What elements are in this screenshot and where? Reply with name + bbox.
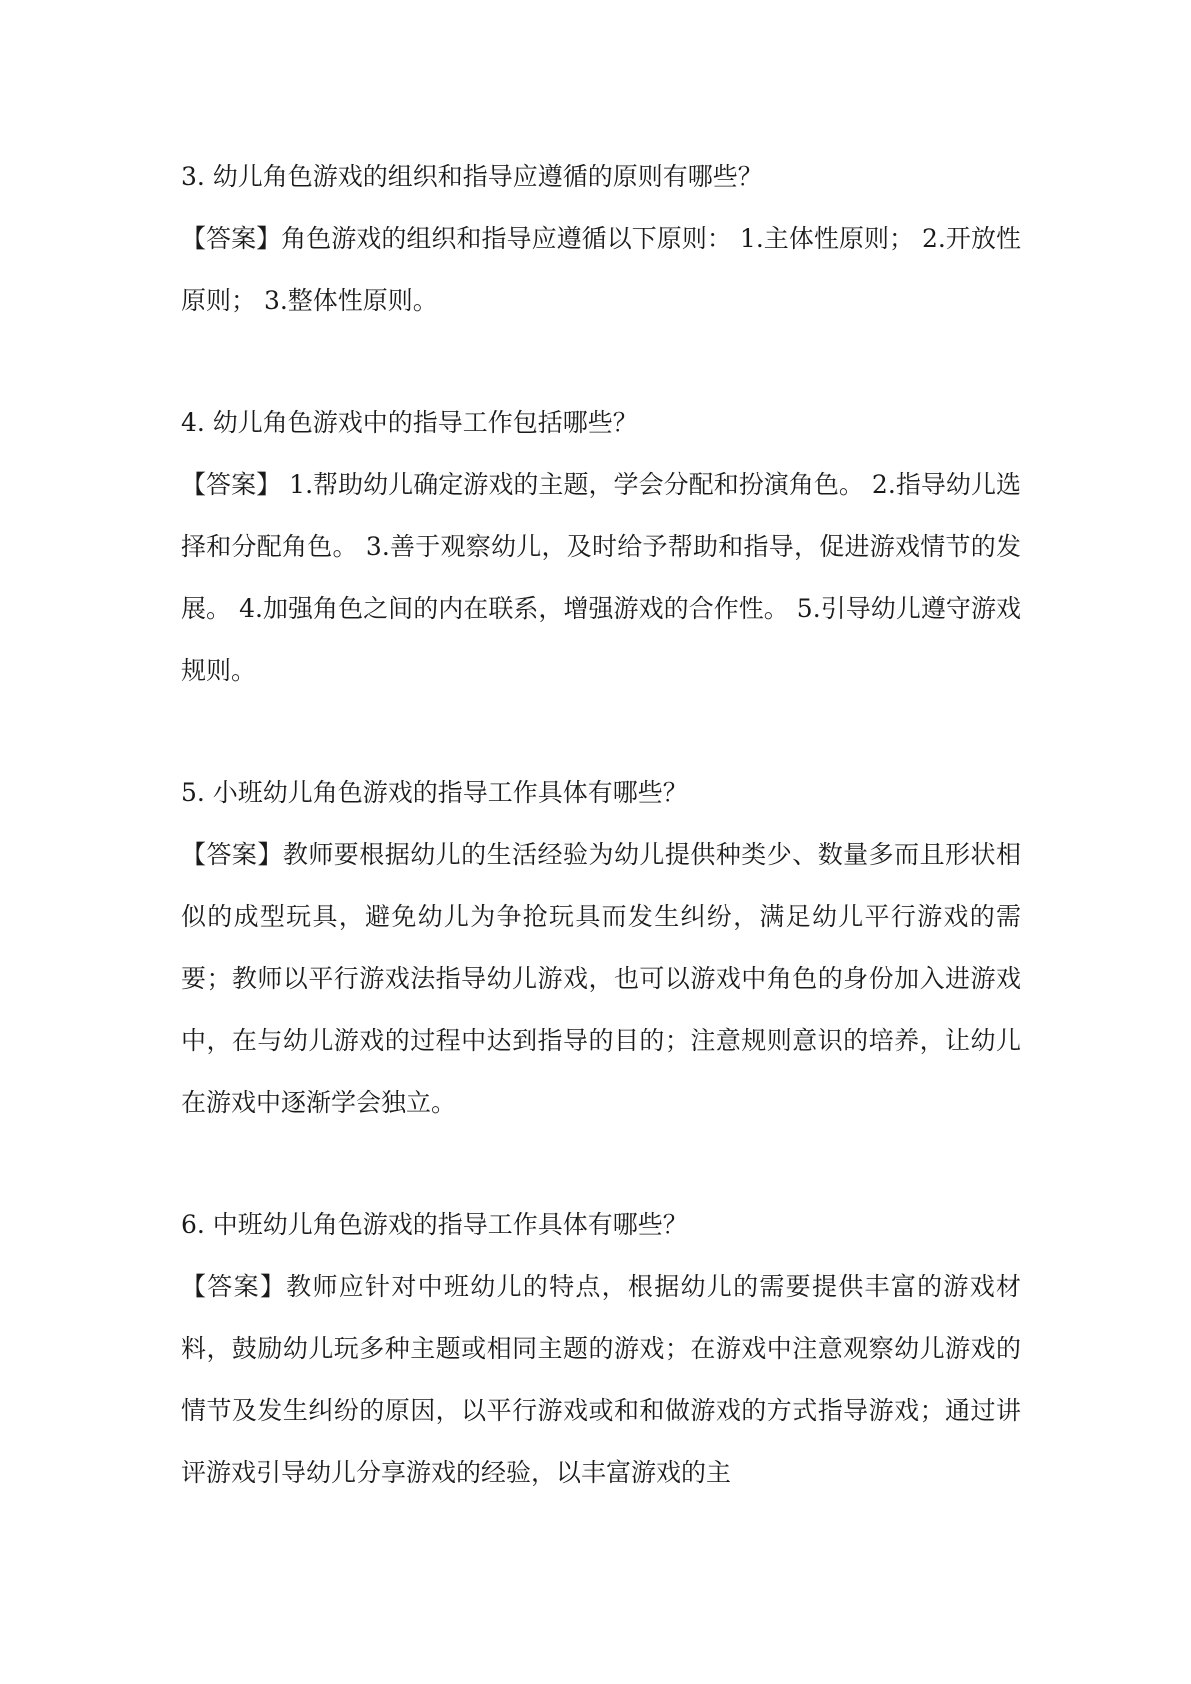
qa-item-4 <box>181 392 1021 702</box>
answer-label: 【答案】 <box>181 224 282 253</box>
answer-paragraph <box>181 824 1021 1134</box>
answer-paragraph <box>181 208 1021 332</box>
answer-text: 教师应针对中班幼儿的特点，根据幼儿的需要提供丰富的游戏材料，鼓励幼儿玩多种主题或相同主题的游戏；在游戏中注意观察幼儿游戏的情节及发生纠纷的原因，以平行游戏或和和做游戏的方式指导游戏；通过讲评游戏引导幼儿分享游戏的经验，以丰富游戏的主 <box>181 1272 1021 1487</box>
answer-text: 教师要根据幼儿的生活经验为幼儿提供种类少、数量多而且形状相似的成型玩具，避免幼儿为争抢玩具而发生纠纷，满足幼儿平行游戏的需要；教师以平行游戏法指导幼儿游戏，也可以游戏中角色的身份加入进游戏中，在与幼儿游戏的过程中达到指导的目的；注意规则意识的培养，让幼儿在游戏中逐渐学会独立。 <box>181 840 1021 1117</box>
question-title: 5. 小班幼儿角色游戏的指导工作具体有哪些？ <box>181 778 688 807</box>
answer-text: 1.帮助幼儿确定游戏的主题，学会分配和扮演角色。 2.指导幼儿选择和分配角色。 3.善于观察幼儿，及时给予帮助和指导，促进游戏情节的发展。 4.加强角色之间的内在联系，增强游戏的合作性。 5.引导幼儿遵守游戏规则。 <box>181 470 1021 685</box>
document-content <box>181 146 1021 1504</box>
answer-label: 【答案】 <box>181 1272 287 1301</box>
qa-item-5 <box>181 762 1021 1134</box>
question-title: 4. 幼儿角色游戏中的指导工作包括哪些？ <box>181 408 638 437</box>
answer-label: 【答案】 <box>181 840 283 869</box>
answer-text: 角色游戏的组织和指导应遵循以下原则： 1.主体性原则； 2.开放性原则； 3.整体性原则。 <box>181 224 1021 315</box>
answer-paragraph <box>181 1256 1021 1504</box>
qa-item-6 <box>181 1194 1021 1504</box>
question-title: 6. 中班幼儿角色游戏的指导工作具体有哪些？ <box>181 1210 688 1239</box>
answer-paragraph <box>181 454 1021 702</box>
qa-item-3 <box>181 146 1021 332</box>
answer-label: 【答案】 <box>181 470 282 499</box>
question-title: 3. 幼儿角色游戏的组织和指导应遵循的原则有哪些？ <box>181 162 763 191</box>
